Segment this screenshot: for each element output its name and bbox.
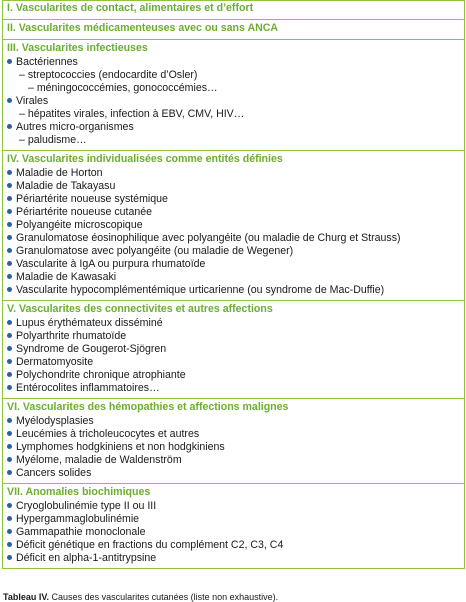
list-item xyxy=(7,356,460,369)
list-item-text: Polyangéite microscopique xyxy=(16,219,143,231)
bullet-icon xyxy=(7,385,12,390)
bullet-icon xyxy=(7,516,12,521)
list-item-text: Gammapathie monoclonale xyxy=(16,526,146,538)
list-item-text: Hypergammaglobulinémie xyxy=(16,513,140,525)
list-item xyxy=(7,467,460,480)
list-item xyxy=(7,526,460,539)
list-item xyxy=(7,415,460,428)
bullet-icon xyxy=(7,503,12,508)
list-item-text: Leucémies à tricholeucocytes et autres xyxy=(16,428,200,440)
list-item-text: Polychondrite chronique atrophiante xyxy=(16,369,186,381)
list-item xyxy=(7,232,460,245)
bullet-icon xyxy=(7,542,12,547)
list-item xyxy=(7,69,460,82)
bullet-icon xyxy=(7,209,12,214)
bullet-icon xyxy=(7,98,12,103)
list-item xyxy=(7,513,460,526)
list-item-text: Déficit génétique en fractions du complément C2, C3, C4 xyxy=(16,539,284,551)
bullet-icon xyxy=(7,235,12,240)
list-item xyxy=(7,167,460,180)
list-item-text: – hépatites virales, infection à EBV, CMV, HIV… xyxy=(19,108,245,120)
list-item xyxy=(7,219,460,232)
list-item-text: Vascularite hypocomplémentémique urticarienne (ou syndrome de Mac-Duffie) xyxy=(16,284,385,296)
section-heading: VI. Vascularites des hémopathies et affections malignes xyxy=(7,401,289,413)
table-section xyxy=(3,398,464,483)
list-item xyxy=(7,180,460,193)
list-item xyxy=(7,134,460,147)
list-item-text: Maladie de Horton xyxy=(16,167,103,179)
list-item xyxy=(7,121,460,134)
section-heading: VII. Anomalies biochimiques xyxy=(7,486,151,498)
list-item xyxy=(7,343,460,356)
bullet-icon xyxy=(7,346,12,351)
list-item xyxy=(7,95,460,108)
list-item xyxy=(7,317,460,330)
list-item xyxy=(7,500,460,513)
bullet-icon xyxy=(7,183,12,188)
table-caption xyxy=(3,592,278,602)
table-section xyxy=(3,19,464,39)
section-heading: III. Vascularites infectieuses xyxy=(7,42,148,54)
table-section xyxy=(3,39,464,150)
list-item xyxy=(7,82,460,95)
list-item xyxy=(7,108,460,121)
list-item xyxy=(7,552,460,565)
bullet-icon xyxy=(7,274,12,279)
list-item-text: Cryoglobulinémie type II ou III xyxy=(16,500,157,512)
list-item xyxy=(7,245,460,258)
bullet-icon xyxy=(7,287,12,292)
bullet-icon xyxy=(7,529,12,534)
bullet-icon xyxy=(7,333,12,338)
bullet-icon xyxy=(7,470,12,475)
bullet-icon xyxy=(7,170,12,175)
caption-text: Causes des vascularites cutanées (liste non exhaustive). xyxy=(51,592,279,602)
list-item-text: Périartérite noueuse systémique xyxy=(16,193,168,205)
list-item xyxy=(7,454,460,467)
bullet-icon xyxy=(7,222,12,227)
list-item-text: Virales xyxy=(16,95,49,107)
bullet-icon xyxy=(7,124,12,129)
list-item-text: Polyarthrite rhumatoïde xyxy=(16,330,127,342)
list-item-text: – streptococcies (endocardite d’Osler) xyxy=(19,69,198,81)
bullet-icon xyxy=(7,555,12,560)
bullet-icon xyxy=(7,59,12,64)
bullet-icon xyxy=(7,196,12,201)
list-item xyxy=(7,382,460,395)
list-item xyxy=(7,330,460,343)
list-item xyxy=(7,258,460,271)
bullet-icon xyxy=(7,320,12,325)
vasculitis-table xyxy=(2,0,465,569)
list-item-text: Myélodysplasies xyxy=(16,415,94,427)
bullet-icon xyxy=(7,248,12,253)
section-heading: II. Vascularites médicamenteuses avec ou sans ANCA xyxy=(7,22,279,34)
table-section xyxy=(3,0,464,19)
list-item-text: Périartérite noueuse cutanée xyxy=(16,206,153,218)
list-item-text: – méningococcémies, gonococcémies… xyxy=(28,82,218,94)
list-item xyxy=(7,56,460,69)
list-item-text: Cancers solides xyxy=(16,467,92,479)
bullet-icon xyxy=(7,418,12,423)
list-item-text: Autres micro-organismes xyxy=(16,121,134,133)
list-item xyxy=(7,271,460,284)
list-item-text: Maladie de Kawasaki xyxy=(16,271,117,283)
bullet-icon xyxy=(7,444,12,449)
list-item-text: Lymphomes hodgkiniens et non hodgkiniens xyxy=(16,441,225,453)
list-item-text: Myélome, maladie de Waldenström xyxy=(16,454,182,466)
table-section xyxy=(3,300,464,398)
section-heading: I. Vascularites de contact, alimentaires et d’effort xyxy=(7,2,254,14)
list-item xyxy=(7,539,460,552)
list-item xyxy=(7,193,460,206)
list-item xyxy=(7,428,460,441)
list-item-text: – paludisme… xyxy=(19,134,87,146)
bullet-icon xyxy=(7,372,12,377)
list-item xyxy=(7,369,460,382)
section-heading: V. Vascularites des connectivites et autres affections xyxy=(7,303,273,315)
list-item-text: Maladie de Takayasu xyxy=(16,180,116,192)
bullet-icon xyxy=(7,457,12,462)
section-heading: IV. Vascularites individualisées comme entités définies xyxy=(7,153,283,165)
list-item-text: Vascularite à IgA ou purpura rhumatoïde xyxy=(16,258,206,270)
table-section xyxy=(3,483,464,568)
list-item-text: Entérocolites inflammatoires… xyxy=(16,382,160,394)
bullet-icon xyxy=(7,261,12,266)
table-section xyxy=(3,150,464,300)
list-item-text: Dermatomyosite xyxy=(16,356,94,368)
caption-label: Tableau IV. xyxy=(3,592,50,602)
list-item-text: Lupus érythémateux disséminé xyxy=(16,317,163,329)
list-item-text: Bactériennes xyxy=(16,56,78,68)
list-item-text: Granulomatose éosinophilique avec polyangéite (ou maladie de Churg et Strauss) xyxy=(16,232,401,244)
bullet-icon xyxy=(7,431,12,436)
list-item-text: Granulomatose avec polyangéite (ou maladie de Wegener) xyxy=(16,245,294,257)
list-item xyxy=(7,284,460,297)
bullet-icon xyxy=(7,359,12,364)
list-item xyxy=(7,441,460,454)
list-item-text: Déficit en alpha-1-antitrypsine xyxy=(16,552,157,564)
list-item-text: Syndrome de Gougerot-Sjögren xyxy=(16,343,167,355)
list-item xyxy=(7,206,460,219)
